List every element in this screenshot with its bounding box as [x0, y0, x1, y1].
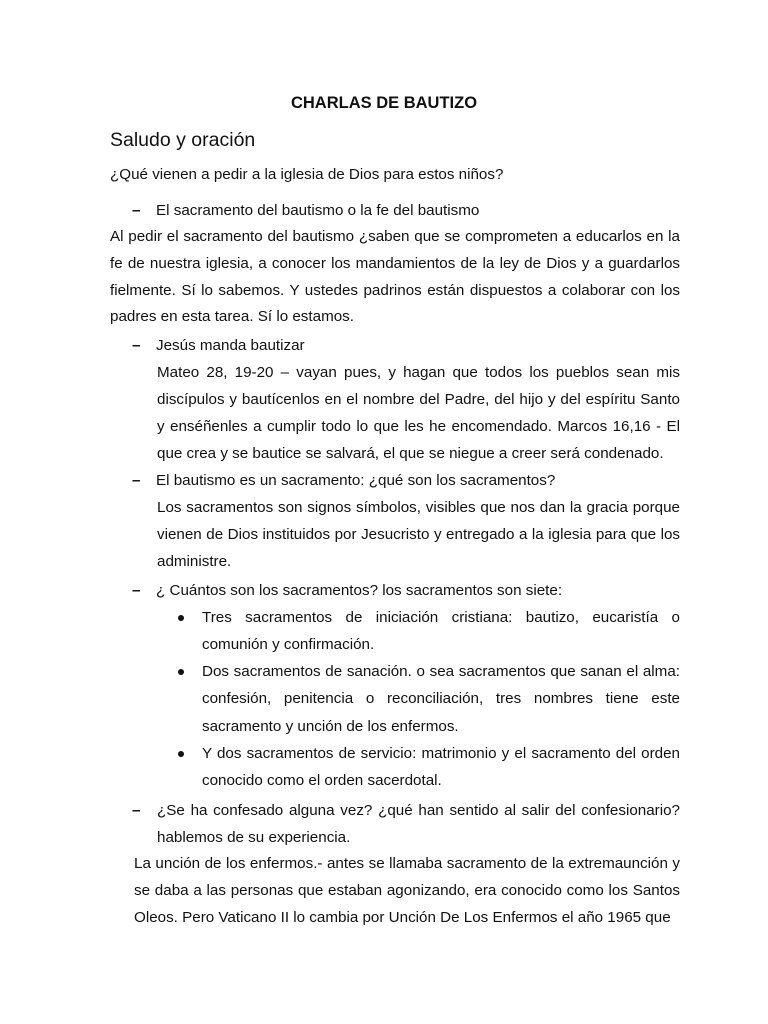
dash-marker: –	[132, 472, 141, 489]
section-heading: Saludo y oración	[110, 129, 256, 151]
unction-paragraph: La unción de los enfermos.- antes se llamaba sacramento de la extremaunción y se daba a las personas que estaban agonizando, era conocido como los Santos Oleos. Pero Vaticano II lo cambia por Unción De Los Enfermos el año 1965 que	[134, 855, 680, 926]
count-heading: ¿ Cuántos son los sacramentos? los sacramentos son siete:	[156, 582, 563, 599]
bullet-item-healing: Dos sacramentos de sanación. o sea sacramentos que sanan el alma: confesión, penitencia o reconciliación, tres nombres tiene este sacramento y unción de los enfermos.	[202, 663, 680, 735]
dash-marker: –	[132, 202, 141, 219]
dash-marker: –	[132, 337, 141, 354]
bullet-item-initiation: Tres sacramentos de iniciación cristiana: bautizo, eucaristía o comunión y confirmación.	[202, 609, 680, 653]
jesus-text: Mateo 28, 19-20 – vayan pues, y hagan que todos los pueblos sean mis discípulos y bautícenlos en el nombre del Padre, del hijo y del espíritu Santo y enséñenles a cumplir todo lo que les he encomendado. Marcos 16,16 - El que crea y se bautice se salvará, el que se niegue a creer será condenado.	[157, 364, 680, 462]
sacrament-heading: El bautismo es un sacramento: ¿qué son los sacramentos?	[156, 472, 556, 489]
answer-item: El sacramento del bautismo o la fe del bautismo	[156, 202, 480, 219]
jesus-heading: Jesús manda bautizar	[156, 337, 305, 354]
bullet-marker	[178, 751, 184, 757]
intro-paragraph: Al pedir el sacramento del bautismo ¿saben que se comprometen a educarlos en la fe de nuestra iglesia, a conocer los mandamientos de la ley de Dios y a guardarlos fielmente. Sí lo sabemos. Y ustedes padrinos están dispuestos a colaborar con los padres en esta tarea. Sí lo estamos.	[110, 228, 680, 326]
bullet-marker	[178, 615, 184, 621]
document-title: CHARLAS DE BAUTIZO	[290, 94, 478, 112]
bullet-item-service: Y dos sacramentos de servicio: matrimonio y el sacramento del orden conocido como el orden sacerdotal.	[202, 745, 680, 789]
dash-marker: –	[132, 802, 141, 819]
sacrament-text: Los sacramentos son signos símbolos, visibles que nos dan la gracia porque vienen de Dios instituidos por Jesucristo y entregado a la iglesia para que los administre.	[157, 499, 680, 570]
opening-question: ¿Qué vienen a pedir a la iglesia de Dios para estos niños?	[110, 166, 504, 183]
bullet-marker	[178, 669, 184, 675]
dash-marker: –	[132, 582, 141, 599]
confession-text: ¿Se ha confesado alguna vez? ¿qué han sentido al salir del confesionario? hablemos de su experiencia.	[157, 802, 680, 846]
